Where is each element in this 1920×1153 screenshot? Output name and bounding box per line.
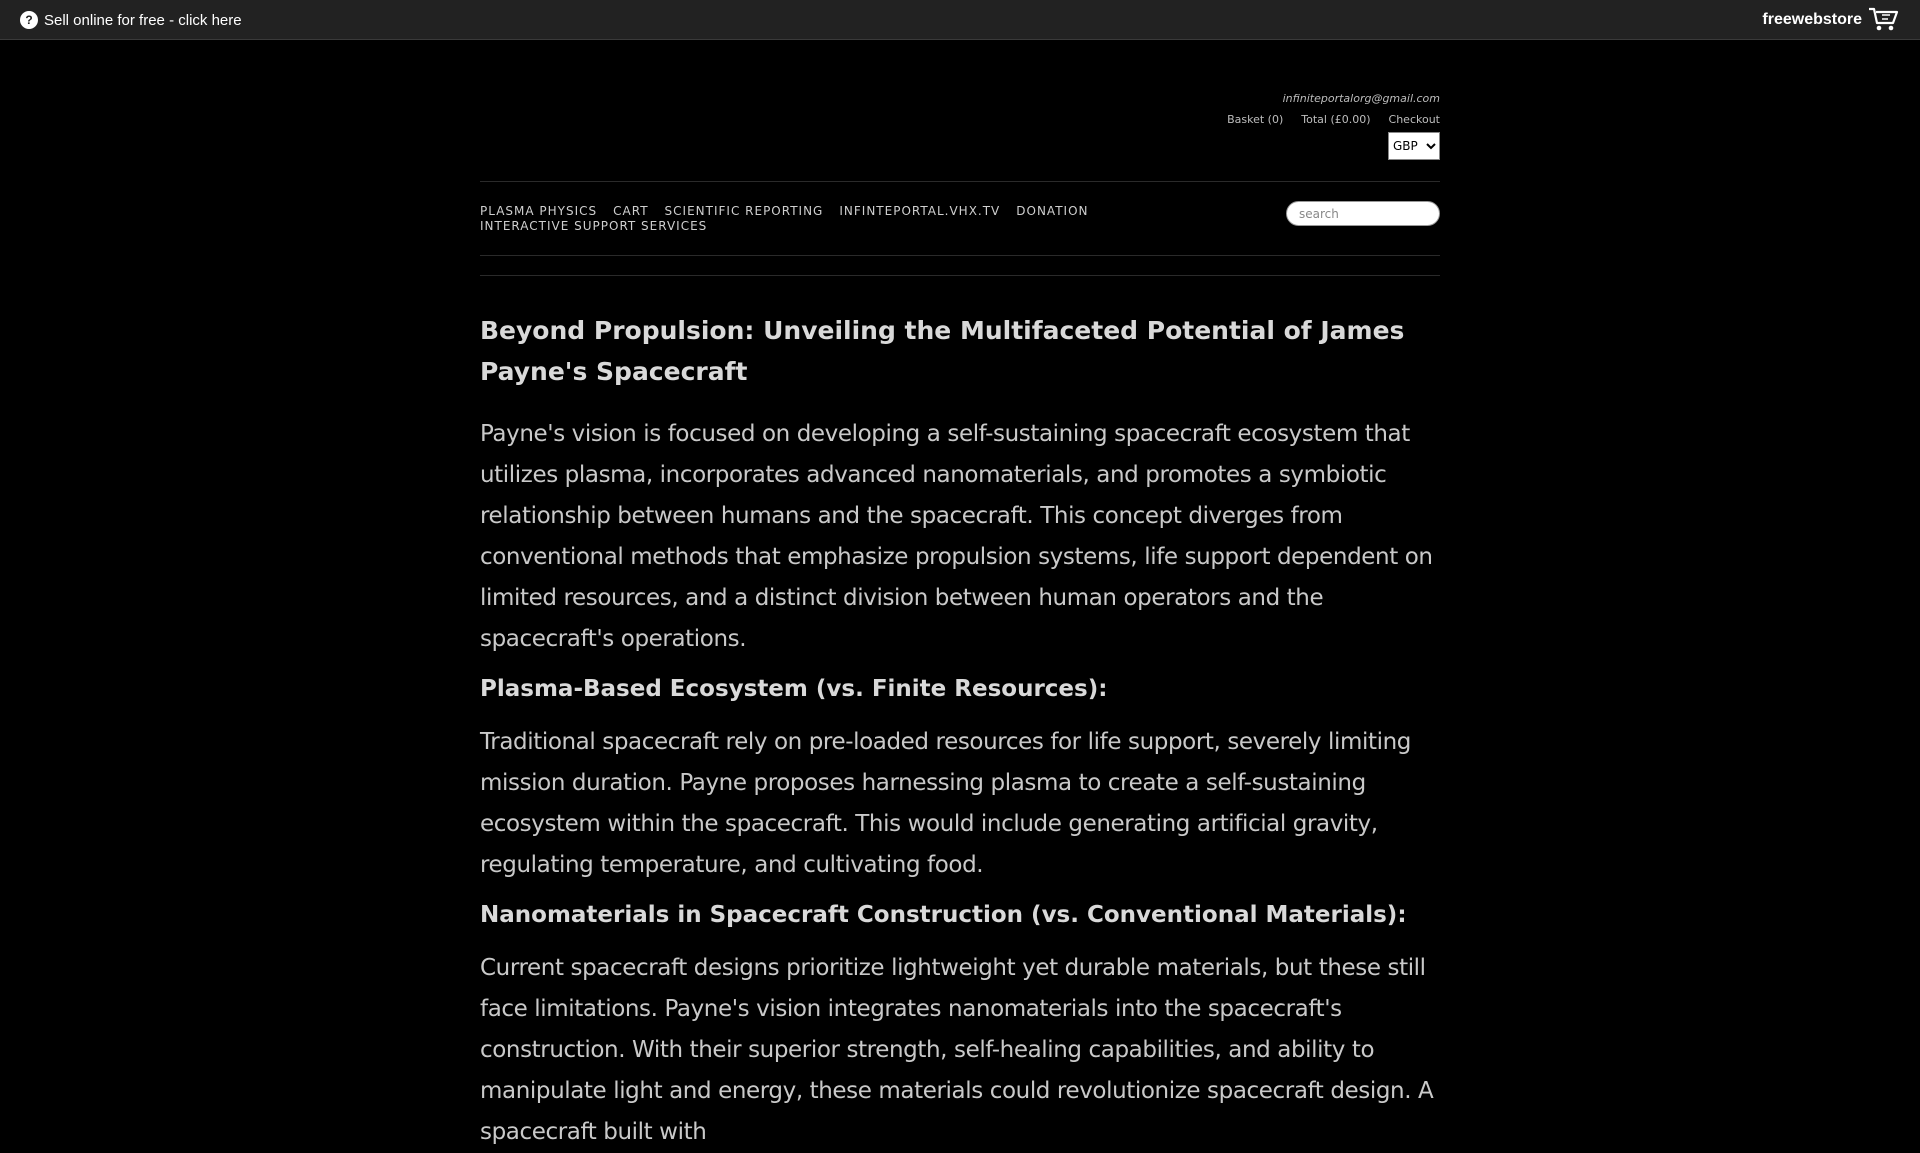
nav-item-cart[interactable]: CART: [613, 204, 649, 218]
total-link[interactable]: Total (£0.00): [1301, 113, 1371, 126]
basket-summary: [1227, 113, 1440, 126]
nav-item-plasma-physics[interactable]: PLASMA PHYSICS: [480, 204, 598, 218]
sell-online-link[interactable]: [20, 10, 242, 30]
freewebstore-brand-link[interactable]: [1762, 6, 1900, 34]
article-title: Beyond Propulsion: Unveiling the Multifaceted Potential of James Payne's Spacecraft: [480, 316, 1405, 386]
section-body-plasma: Traditional spacecraft rely on pre-loaded resources for life support, severely limiting mission duration. Payne proposes harnessing plasma to create a self-sustaining ecosystem within the spacecraft. This would include generating artificial gravity, regulating temperature, and cultivating food.: [480, 729, 1411, 878]
checkout-link[interactable]: Checkout: [1388, 113, 1440, 126]
section-divider: [480, 256, 1440, 276]
brand-name: freewebstore: [1762, 11, 1862, 28]
search-input[interactable]: [1286, 201, 1440, 226]
currency-select[interactable]: [1388, 132, 1440, 160]
basket-link[interactable]: Basket (0): [1227, 113, 1284, 126]
nav-item-scientific-reporting[interactable]: SCIENTIFIC REPORTING: [664, 204, 824, 218]
promo-text: Sell online for free - click here: [44, 11, 242, 29]
nav-menu: [480, 204, 1120, 233]
nav-item-interactive-support-services[interactable]: INTERACTIVE SUPPORT SERVICES: [480, 219, 708, 233]
page-container: [480, 40, 1440, 1153]
promo-bar: [0, 0, 1920, 40]
section-heading-nanomaterials: Nanomaterials in Spacecraft Construction (vs. Conventional Materials):: [480, 902, 1407, 928]
question-circle-icon: ?: [20, 11, 38, 29]
article-content: [480, 276, 1440, 1153]
main-navigation: [480, 182, 1440, 256]
section-heading-plasma: Plasma-Based Ecosystem (vs. Finite Resources):: [480, 676, 1108, 702]
nav-item-donation[interactable]: DONATION: [1016, 204, 1089, 218]
store-header: [480, 40, 1440, 182]
nav-item-infinteportal-vhx-tv[interactable]: INFINTEPORTAL.VHX.TV: [839, 204, 1001, 218]
section-body-nanomaterials: Current spacecraft designs prioritize lightweight yet durable materials, but these still face limitations. Payne's vision integrates nanomaterials into the spacecraft's construction. With their superior strength, self-healing capabilities, and ability to manipulate light and energy, these materials could revolutionize spacecraft design. A spacecraft built with: [480, 955, 1434, 1145]
shopping-cart-icon: [1868, 7, 1900, 33]
contact-email: infiniteportalorg@gmail.com: [1282, 92, 1440, 105]
article-intro: Payne's vision is focused on developing a self-sustaining spacecraft ecosystem that utilizes plasma, incorporates advanced nanomaterials, and promotes a symbiotic relationship between humans and the spacecraft. This concept diverges from conventional methods that emphasize propulsion systems, life support dependent on limited resources, and a distinct division between human operators and the spacecraft's operations.: [480, 421, 1433, 652]
